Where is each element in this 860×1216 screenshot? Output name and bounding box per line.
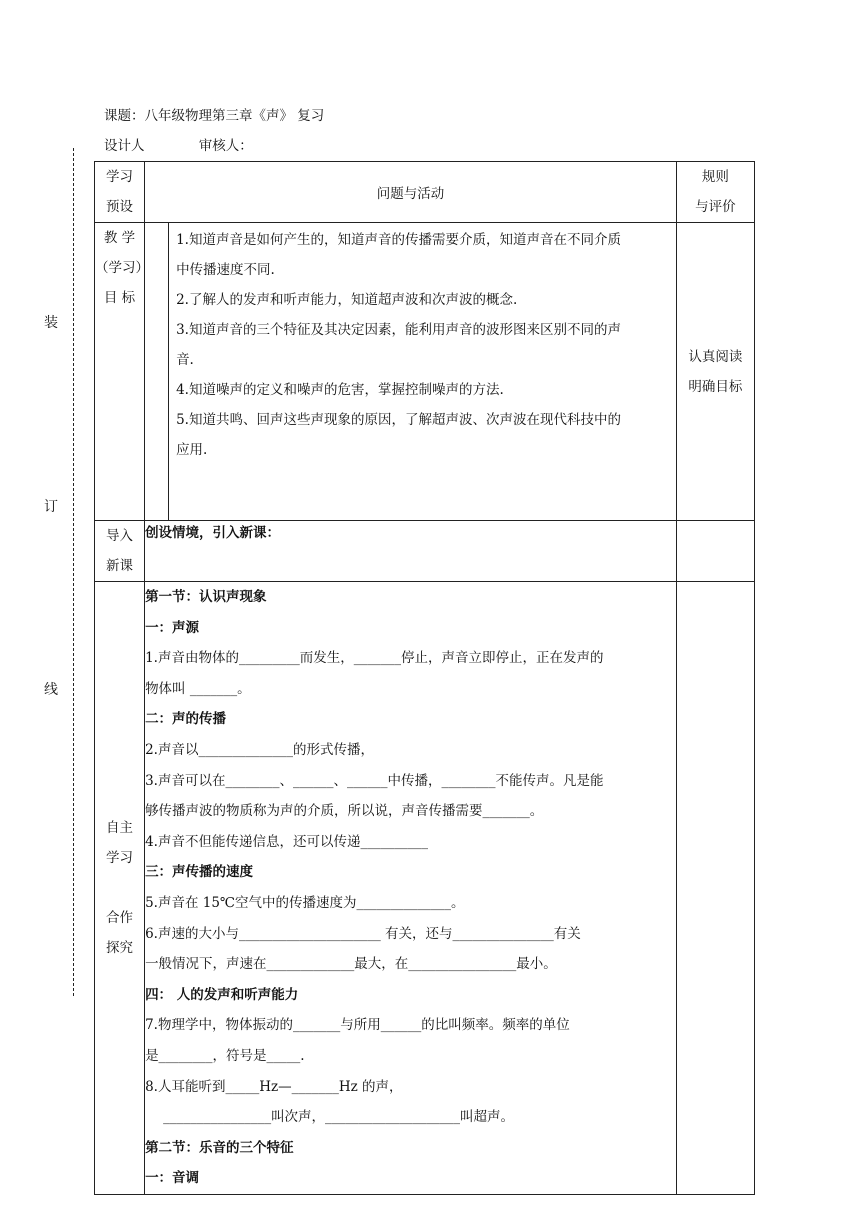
goals-content	[145, 223, 677, 521]
intro-label: 导入 新课	[95, 521, 145, 582]
section-heading: 二：声的传播	[145, 711, 227, 728]
goal-line: 1.知道声音是如何产生的，知道声音的传播需要介质，知道声音在不同介质	[176, 232, 621, 248]
question-line: 是________，符号是_____.	[145, 1047, 305, 1064]
question-line: 4.声音不但能传递信息，还可以传递__________	[145, 833, 428, 850]
lesson-plan-table	[94, 161, 755, 1195]
goals-label: 教 学 （学习） 目 标	[95, 223, 145, 521]
section-heading: 第二节：乐音的三个特征	[145, 1139, 294, 1156]
goal-line: 音.	[176, 352, 194, 368]
intro-row	[95, 521, 755, 582]
designer-label: 设计人	[104, 138, 145, 154]
binding-mark-ding: 订	[44, 499, 58, 515]
goal-line: 应用.	[176, 442, 208, 458]
binding-mark-zhuang: 装	[44, 315, 58, 331]
header-cell-preset: 学习 预设	[95, 162, 145, 223]
header-cell-activities: 问题与活动	[145, 162, 677, 223]
goal-line: 3.知道声音的三个特征及其决定因素，能利用声音的波形图来区别不同的声	[176, 322, 621, 338]
section-heading: 第一节：认识声现象	[145, 589, 267, 605]
question-line: 物体叫 _______。	[145, 680, 251, 697]
designer-reviewer-line	[104, 134, 253, 154]
binding-dashed-line	[73, 148, 74, 996]
goals-row	[95, 223, 755, 521]
binding-mark-xian: 线	[44, 682, 58, 698]
question-line: ________________叫次声，____________________叫超声。	[163, 1109, 515, 1126]
table-header-row	[95, 162, 755, 223]
goal-line: 4.知道噪声的定义和噪声的危害，掌握控制噪声的方法.	[176, 382, 504, 398]
goal-line: 中传播速度不同.	[176, 262, 275, 278]
study-evaluation	[676, 582, 754, 1195]
section-heading: 一：音调	[145, 1170, 200, 1187]
header-cell-evaluation: 规则 与评价	[676, 162, 754, 223]
question-line: 8.人耳能听到_____Hz—_______Hz 的声，	[145, 1078, 403, 1095]
question-line: 3.声音可以在________、______、______中传播，________不能传声。凡是能	[145, 772, 604, 789]
section-heading: 四： 人的发声和听声能力	[145, 986, 299, 1003]
question-line: 1.声音由物体的_________而发生，_______停止，声音立即停止，正在发声的	[145, 650, 604, 667]
reviewer-label: 审核人：	[198, 138, 253, 154]
goals-evaluation: 认真阅读 明确目标	[676, 223, 754, 521]
study-row	[95, 582, 755, 1195]
study-label: 自主 学习 合作 探究	[95, 582, 145, 1195]
question-line: 6.声速的大小与_____________________ 有关，还与_______________有关	[145, 925, 581, 942]
question-line: 2.声音以______________的形式传播，	[145, 741, 374, 758]
lesson-title: 课题：八年级物理第三章《声》 复习	[104, 108, 325, 124]
study-content	[145, 582, 677, 1195]
question-line: 5.声音在 15℃空气中的传播速度为______________。	[145, 894, 465, 911]
intro-evaluation	[676, 521, 754, 582]
intro-text: 创设情境，引入新课：	[145, 521, 677, 582]
question-line: 一般情况下，声速在_____________最大，在________________最小。	[145, 956, 557, 973]
goals-list	[168, 223, 676, 520]
question-line: 7.物理学中，物体振动的_______与所用______的比叫频率。频率的单位	[145, 1017, 570, 1034]
goal-line: 5.知道共鸣、回声这些声现象的原因，了解超声波、次声波在现代科技中的	[176, 412, 621, 428]
section-heading: 三：声传播的速度	[145, 864, 254, 881]
section-heading: 一：声源	[145, 619, 200, 636]
goal-line: 2.了解人的发声和听声能力，知道超声波和次声波的概念.	[176, 292, 518, 308]
question-line: 够传播声波的物质称为声的介质，所以说，声音传播需要_______。	[145, 803, 544, 820]
